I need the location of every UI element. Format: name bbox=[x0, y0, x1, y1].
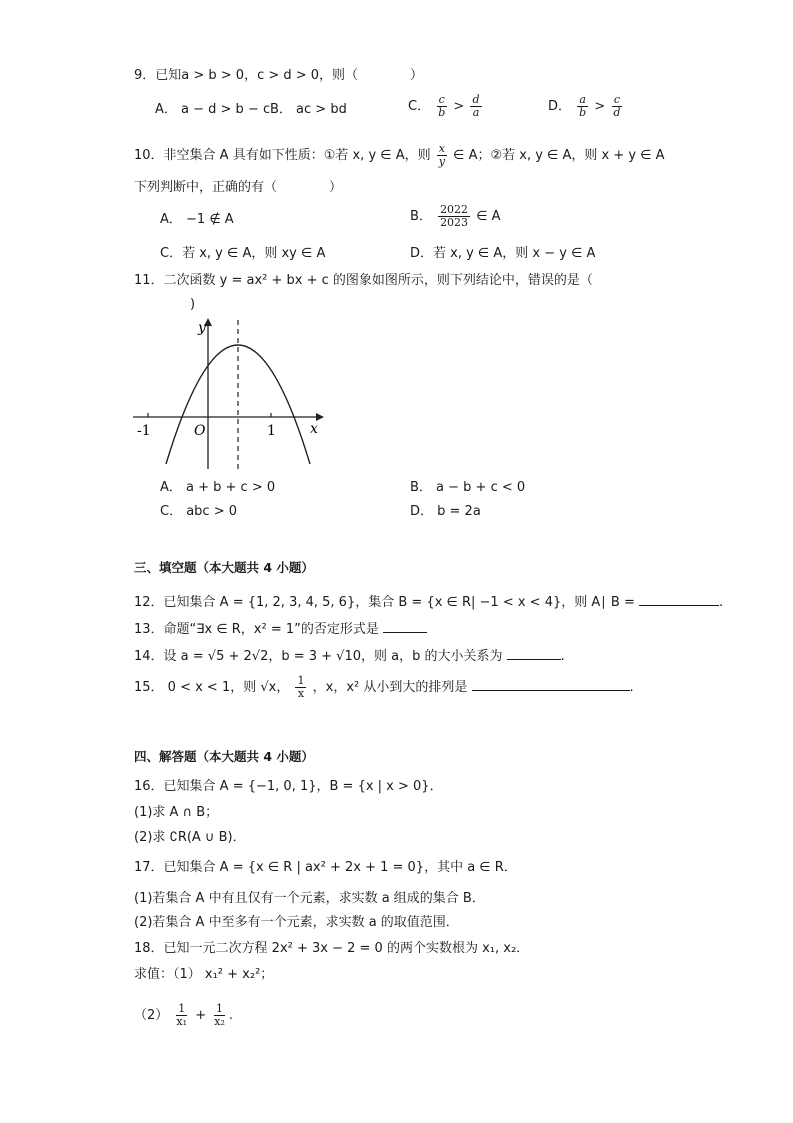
q15-frac-num: 1 bbox=[297, 674, 305, 687]
q9-d-frac1-num: a bbox=[579, 93, 586, 106]
q9-c-frac1-num: c bbox=[438, 93, 445, 106]
q18-frac2-den: x₂ bbox=[214, 1015, 225, 1028]
q16-part1: (1)求 A ∩ B； bbox=[134, 805, 219, 820]
q18-frac1-num: 1 bbox=[178, 1002, 186, 1015]
q10-b-frac bbox=[438, 204, 470, 229]
q10-b-den: 2023 bbox=[440, 216, 469, 229]
q9-stem: 9．已知a > b > 0，c > d > 0，则（ ） bbox=[134, 68, 424, 83]
q11-option-d: D． b = 2a bbox=[410, 504, 481, 519]
x-axis-arrow bbox=[316, 413, 324, 421]
q13-text: 13．命题“∃x ∈ R，x² = 1”的否定形式是 bbox=[134, 622, 379, 637]
q18-part2-prefix: （2） bbox=[134, 1008, 169, 1023]
q11-option-c: C． abc > 0 bbox=[160, 504, 238, 519]
q9-c-frac2 bbox=[470, 94, 481, 119]
q9-option-c-prefix: C． bbox=[408, 99, 431, 114]
q18-frac1-den: x₁ bbox=[176, 1015, 188, 1028]
q14-text: 14．设 a = √5 + 2√2，b = 3 + √10，则 a，b 的大小关系为 bbox=[134, 649, 503, 664]
q17-part1: (1)若集合 A 中有且仅有一个元素，求实数 a 组成的集合 B． bbox=[134, 891, 485, 906]
q18-part1: 求值：（1） x₁² + x₂²； bbox=[134, 967, 274, 982]
q9-d-op: > bbox=[594, 99, 606, 114]
q10-b-num: 2022 bbox=[440, 203, 469, 216]
q9-d-frac1 bbox=[577, 94, 588, 119]
q18-frac2-num: 1 bbox=[216, 1002, 224, 1015]
q11-stem-close: ) bbox=[190, 297, 196, 312]
q9-c-frac1-den: b bbox=[438, 106, 446, 119]
q10-option-d: D．若 x, y ∈ A，则 x − y ∈ A bbox=[410, 246, 596, 261]
q18-part2 bbox=[134, 1003, 233, 1028]
q9-c-frac2-den: a bbox=[472, 106, 480, 119]
q12-text: 12．已知集合 A = {1, 2, 3, 4, 5, 6}，集合 B = {x ∈ R| −1 < x < 4}，则 A∣ B = bbox=[134, 595, 635, 610]
q10-stem bbox=[134, 143, 665, 168]
q10-b-suffix: ∈ A bbox=[476, 209, 501, 224]
q13-answer-blank bbox=[383, 620, 427, 633]
q17-stem: 17．已知集合 A = {x ∈ R | ax² + 2x + 1 = 0}，其中 a ∈ R． bbox=[134, 860, 517, 875]
q18-stem: 18．已知一元二次方程 2x² + 3x − 2 = 0 的两个实数根为 x₁, x₂． bbox=[134, 941, 530, 956]
q9-d-frac2-den: d bbox=[613, 106, 621, 119]
q10-frac-den: y bbox=[438, 155, 445, 168]
q14-end: . bbox=[560, 649, 565, 664]
q14 bbox=[134, 647, 565, 666]
origin-label: O bbox=[194, 423, 206, 439]
q10-line2: 下列判断中，正确的有（ ） bbox=[134, 180, 343, 195]
q9-c-frac2-num: d bbox=[472, 93, 480, 106]
q10-frac bbox=[437, 143, 447, 168]
q9-option-d bbox=[548, 94, 624, 119]
q12-answer-blank bbox=[639, 593, 719, 606]
q14-answer-blank bbox=[507, 647, 561, 660]
q9-d-frac1-den: b bbox=[579, 106, 587, 119]
q15-frac bbox=[295, 675, 306, 700]
q10-option-b bbox=[410, 204, 501, 229]
q9-c-op: > bbox=[453, 99, 465, 114]
parabola-graph bbox=[128, 314, 328, 474]
section-3-heading: 三、填空题（本大题共 4 小题） bbox=[134, 560, 314, 575]
q11-option-b: B． a − b + c < 0 bbox=[410, 480, 526, 495]
q15-answer-blank bbox=[472, 678, 630, 691]
q9-option-a: A． a − d > b − c bbox=[155, 102, 271, 117]
q18-frac2 bbox=[212, 1003, 227, 1028]
q18-frac1 bbox=[174, 1003, 189, 1028]
q10-frac-num: x bbox=[438, 142, 445, 155]
q11-stem: 11．二次函数 y = ax² + bx + c 的图象如图所示，则下列结论中，错误的是（ bbox=[134, 273, 593, 288]
q11-option-a: A． a + b + c > 0 bbox=[160, 480, 276, 495]
q15-text-a: 15． 0 < x < 1，则 √x， bbox=[134, 680, 290, 695]
q10-option-a: A． −1 ∉ A bbox=[160, 212, 234, 227]
q15-text-b: ，x，x² 从小到大的排列是 bbox=[312, 680, 468, 695]
q9-option-b: B． ac > bd bbox=[270, 102, 347, 117]
q16-part2: (2)求 ∁R(A ∪ B)． bbox=[134, 830, 246, 845]
q10-stem-b: ∈ A；②若 x, y ∈ A，则 x + y ∈ A bbox=[453, 148, 665, 163]
q9-d-frac2 bbox=[611, 94, 622, 119]
q9-d-frac2-num: c bbox=[613, 93, 620, 106]
q16-stem: 16．已知集合 A = {−1, 0, 1}，B = {x | x > 0}． bbox=[134, 779, 443, 794]
q18-plus: + bbox=[195, 1008, 207, 1023]
q9-c-frac1 bbox=[436, 94, 447, 119]
q12-end: . bbox=[718, 595, 724, 610]
q10-stem-a: 10．非空集合 A 具有如下性质：①若 x, y ∈ A，则 bbox=[134, 148, 431, 163]
x-axis-label: x bbox=[310, 421, 318, 437]
neg-one-label: -1 bbox=[137, 423, 151, 439]
q17-part2: (2)若集合 A 中至多有一个元素，求实数 a 的取值范围． bbox=[134, 915, 459, 930]
q9-option-d-prefix: D． bbox=[548, 99, 572, 114]
q13 bbox=[134, 620, 427, 639]
section-4-heading: 四、解答题（本大题共 4 小题） bbox=[134, 749, 314, 764]
y-axis-label: y bbox=[198, 320, 206, 336]
q15 bbox=[134, 675, 634, 700]
q12 bbox=[134, 593, 723, 612]
q10-option-c: C．若 x, y ∈ A，则 xy ∈ A bbox=[160, 246, 326, 261]
q15-end: . bbox=[629, 680, 634, 695]
q15-frac-den: x bbox=[297, 687, 305, 700]
q10-option-b-prefix: B． bbox=[410, 209, 432, 224]
q9-option-c bbox=[408, 94, 484, 119]
one-label: 1 bbox=[267, 423, 276, 439]
q18-end: . bbox=[228, 1008, 233, 1023]
